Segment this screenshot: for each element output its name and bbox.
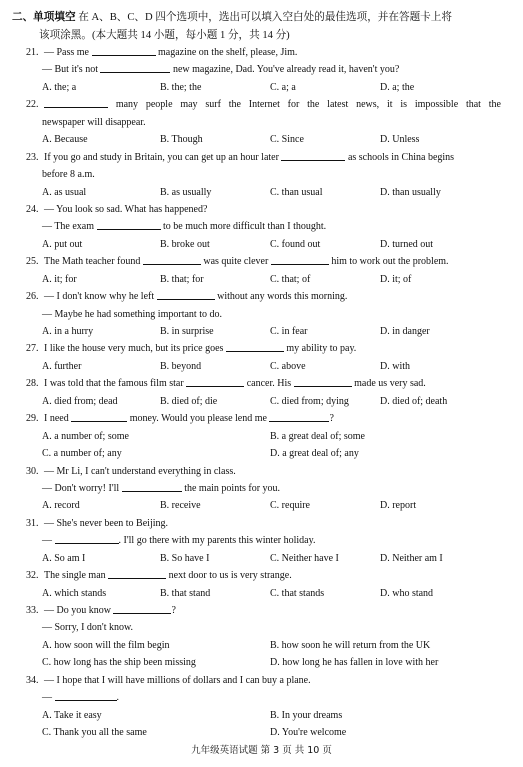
question-stem <box>0 44 523 61</box>
option-b: B. In your dreams <box>270 709 343 721</box>
option-c: C. Thank you all the same <box>42 727 147 739</box>
question-stem <box>0 201 523 218</box>
question-stem <box>0 672 523 689</box>
question-number: 25. <box>26 256 39 268</box>
option-b: B. So have I <box>160 552 210 564</box>
option-c: C. found out <box>270 238 321 250</box>
question-31 <box>0 515 523 567</box>
option-c: C. how long has the ship been missing <box>42 657 196 669</box>
question-stem <box>0 253 523 270</box>
question-stem <box>0 96 523 113</box>
question-text: — . <box>42 689 501 706</box>
option-c: C. that stands <box>270 587 325 599</box>
question-stem <box>0 567 523 584</box>
page-footer: 九年级英语试题 第 3 页 共 10 页 <box>191 745 332 756</box>
option-d: D. with <box>380 360 410 372</box>
option-b: B. as usually <box>160 186 212 198</box>
question-number: 32. <box>26 570 39 582</box>
question-text: many people may surf the Internet for the latest news, it is impossible that the <box>44 96 501 113</box>
question-text: — . I'll go there with my parents this winter holiday. <box>42 532 501 549</box>
question-text: — She's never been to Beijing. <box>44 517 168 529</box>
question-number: 26. <box>26 291 39 303</box>
option-b: B. that; for <box>160 273 204 285</box>
question-number: 24. <box>26 203 39 215</box>
options-row <box>0 637 523 654</box>
question-stem <box>0 602 523 619</box>
question-text: — Do you know ? <box>44 602 501 619</box>
question-28 <box>0 375 523 410</box>
answer-blank <box>281 149 345 161</box>
option-a: A. a number of; some <box>42 430 129 442</box>
options-row <box>0 707 523 724</box>
options-row <box>0 184 523 201</box>
option-d: D. it; of <box>380 273 412 285</box>
question-text: I was told that the famous film star cancer. His made us very sad. <box>44 375 501 392</box>
question-26 <box>0 288 523 340</box>
answer-blank <box>226 340 284 352</box>
question-stem <box>0 340 523 357</box>
question-text: newspaper will disappear. <box>42 116 146 128</box>
question-29 <box>0 410 523 462</box>
question-30 <box>0 463 523 515</box>
question-number: 29. <box>26 413 39 425</box>
question-number: 28. <box>26 378 39 390</box>
options-row <box>0 445 523 462</box>
option-b: B. how soon he will return from the UK <box>270 639 431 651</box>
option-d: D. who stand <box>380 587 434 599</box>
answer-blank <box>92 44 156 56</box>
option-a: A. Take it easy <box>42 709 102 721</box>
answer-blank <box>271 253 329 265</box>
option-b: B. Though <box>160 134 203 146</box>
option-a: A. how soon will the film begin <box>42 639 170 651</box>
question-23 <box>0 149 523 201</box>
options-row <box>0 428 523 445</box>
options-row <box>0 271 523 288</box>
option-c: C. a number of; any <box>42 448 122 460</box>
option-d: D. You're welcome <box>270 727 347 739</box>
question-text: — But it's not new magazine, Dad. You've already read it, haven't you? <box>42 61 501 78</box>
question-text: I like the house very much, but its price goes my ability to pay. <box>44 340 501 357</box>
question-text: — Sorry, I don't know. <box>42 622 134 634</box>
question-text: — I don't know why he left without any words this morning. <box>44 288 501 305</box>
question-25 <box>0 253 523 288</box>
question-line <box>0 61 523 78</box>
answer-blank <box>55 532 119 544</box>
option-d: D. than usually <box>380 186 441 198</box>
options-row <box>0 550 523 567</box>
options-row <box>0 358 523 375</box>
question-line <box>0 114 523 131</box>
question-stem <box>0 515 523 532</box>
option-a: A. Because <box>42 134 88 146</box>
question-text: — The exam to be much more difficult than I thought. <box>42 218 501 235</box>
question-22 <box>0 96 523 148</box>
question-text: — You look so sad. What has happened? <box>44 203 208 215</box>
question-stem <box>0 463 523 480</box>
question-text: I need money. Would you please lend me ? <box>44 410 501 427</box>
option-c: C. died from; dying <box>270 395 349 407</box>
option-a: A. as usual <box>42 186 87 198</box>
question-text: The Math teacher found was quite clever him to work out the problem. <box>44 253 501 270</box>
option-c: C. than usual <box>270 186 323 198</box>
question-text: — Don't worry! I'll the main points for you. <box>42 480 501 497</box>
answer-blank <box>100 61 170 73</box>
question-32 <box>0 567 523 602</box>
question-number: 22. <box>26 99 39 111</box>
option-c: C. Neither have I <box>270 552 339 564</box>
options-row <box>0 393 523 410</box>
option-b: B. a great deal of; some <box>270 430 365 442</box>
question-line <box>0 532 523 549</box>
question-line <box>0 306 523 323</box>
options-row <box>0 724 523 741</box>
option-c: C. in fear <box>270 326 308 337</box>
question-number: 23. <box>26 151 39 163</box>
section-instruction: 在 A、B、C、D 四个选项中，选出可以填入空白处的最佳选项，并在答题卡上将 <box>78 12 452 23</box>
option-b: B. that stand <box>160 587 211 599</box>
section-note: 该项涂黑。(本大题共 14 小题，每小题 1 分，共 14 分) <box>39 30 290 41</box>
answer-blank <box>97 218 161 230</box>
question-text: — Pass me magazine on the shelf, please, Jim. <box>44 44 501 61</box>
question-text: If you go and study in Britain, you can get up an hour later as schools in China begins <box>44 149 501 166</box>
question-stem <box>0 149 523 166</box>
option-a: A. died from; dead <box>42 395 118 407</box>
answer-blank <box>113 602 171 614</box>
question-34 <box>0 672 523 742</box>
options-row <box>0 585 523 602</box>
option-a: A. the; a <box>42 81 77 93</box>
option-b: B. the; the <box>160 81 202 93</box>
question-stem <box>0 288 523 305</box>
option-d: D. Neither am I <box>380 552 443 564</box>
question-text: — I hope that I will have millions of dollars and I can buy a plane. <box>44 674 311 686</box>
question-list <box>0 44 523 742</box>
answer-blank <box>71 410 127 422</box>
option-c: C. a; a <box>270 81 296 93</box>
options-row <box>0 236 523 253</box>
question-24 <box>0 201 523 253</box>
question-line <box>0 689 523 706</box>
option-c: C. require <box>270 500 310 512</box>
options-row <box>0 131 523 148</box>
question-stem <box>0 375 523 392</box>
question-number: 21. <box>26 47 39 58</box>
option-a: A. further <box>42 360 82 372</box>
options-row <box>0 654 523 671</box>
option-d: D. report <box>380 500 417 512</box>
question-number: 33. <box>26 605 39 616</box>
question-line <box>0 619 523 636</box>
option-b: B. beyond <box>160 360 202 372</box>
answer-blank <box>143 253 201 265</box>
option-a: A. record <box>42 500 80 512</box>
option-c: C. above <box>270 360 306 372</box>
option-d: D. a great deal of; any <box>270 448 359 460</box>
option-a: A. So am I <box>42 552 86 564</box>
question-33 <box>0 602 523 672</box>
question-number: 31. <box>26 517 39 529</box>
options-row <box>0 79 523 96</box>
option-d: D. died of; death <box>380 395 448 407</box>
answer-blank <box>294 375 352 387</box>
option-a: A. in a hurry <box>42 326 94 337</box>
option-c: C. that; of <box>270 273 311 285</box>
question-stem <box>0 410 523 427</box>
option-b: B. receive <box>160 500 201 512</box>
question-21 <box>0 44 523 96</box>
option-d: D. in danger <box>380 326 430 337</box>
answer-blank <box>186 375 244 387</box>
options-row <box>0 323 523 340</box>
question-line <box>0 166 523 183</box>
answer-blank <box>157 288 215 300</box>
question-number: 27. <box>26 343 39 355</box>
answer-blank <box>122 480 182 492</box>
option-b: B. in surprise <box>160 326 214 337</box>
question-27 <box>0 340 523 375</box>
question-text: — Maybe he had something important to do. <box>42 308 222 320</box>
answer-blank <box>108 567 166 579</box>
section-header <box>12 8 512 41</box>
question-line <box>0 480 523 497</box>
question-number: 34. <box>26 674 39 686</box>
option-d: D. how long he has fallen in love with her <box>270 657 439 669</box>
option-c: C. Since <box>270 134 304 146</box>
question-number: 30. <box>26 465 39 477</box>
option-b: B. broke out <box>160 238 210 250</box>
answer-blank <box>55 689 117 701</box>
option-d: D. turned out <box>380 238 434 250</box>
question-line <box>0 218 523 235</box>
option-d: D. a; the <box>380 81 415 93</box>
option-d: D. Unless <box>380 134 420 146</box>
option-a: A. it; for <box>42 273 77 285</box>
question-text: — Mr Li, I can't understand everything in class. <box>44 465 236 477</box>
question-text: before 8 a.m. <box>42 169 95 181</box>
option-a: A. which stands <box>42 587 107 599</box>
answer-blank <box>269 410 329 422</box>
answer-blank <box>44 96 108 108</box>
question-text: The single man next door to us is very strange. <box>44 567 501 584</box>
option-b: B. died of; die <box>160 395 218 407</box>
option-a: A. put out <box>42 238 83 250</box>
section-title: 二、单项填空 <box>12 11 76 23</box>
options-row <box>0 497 523 514</box>
